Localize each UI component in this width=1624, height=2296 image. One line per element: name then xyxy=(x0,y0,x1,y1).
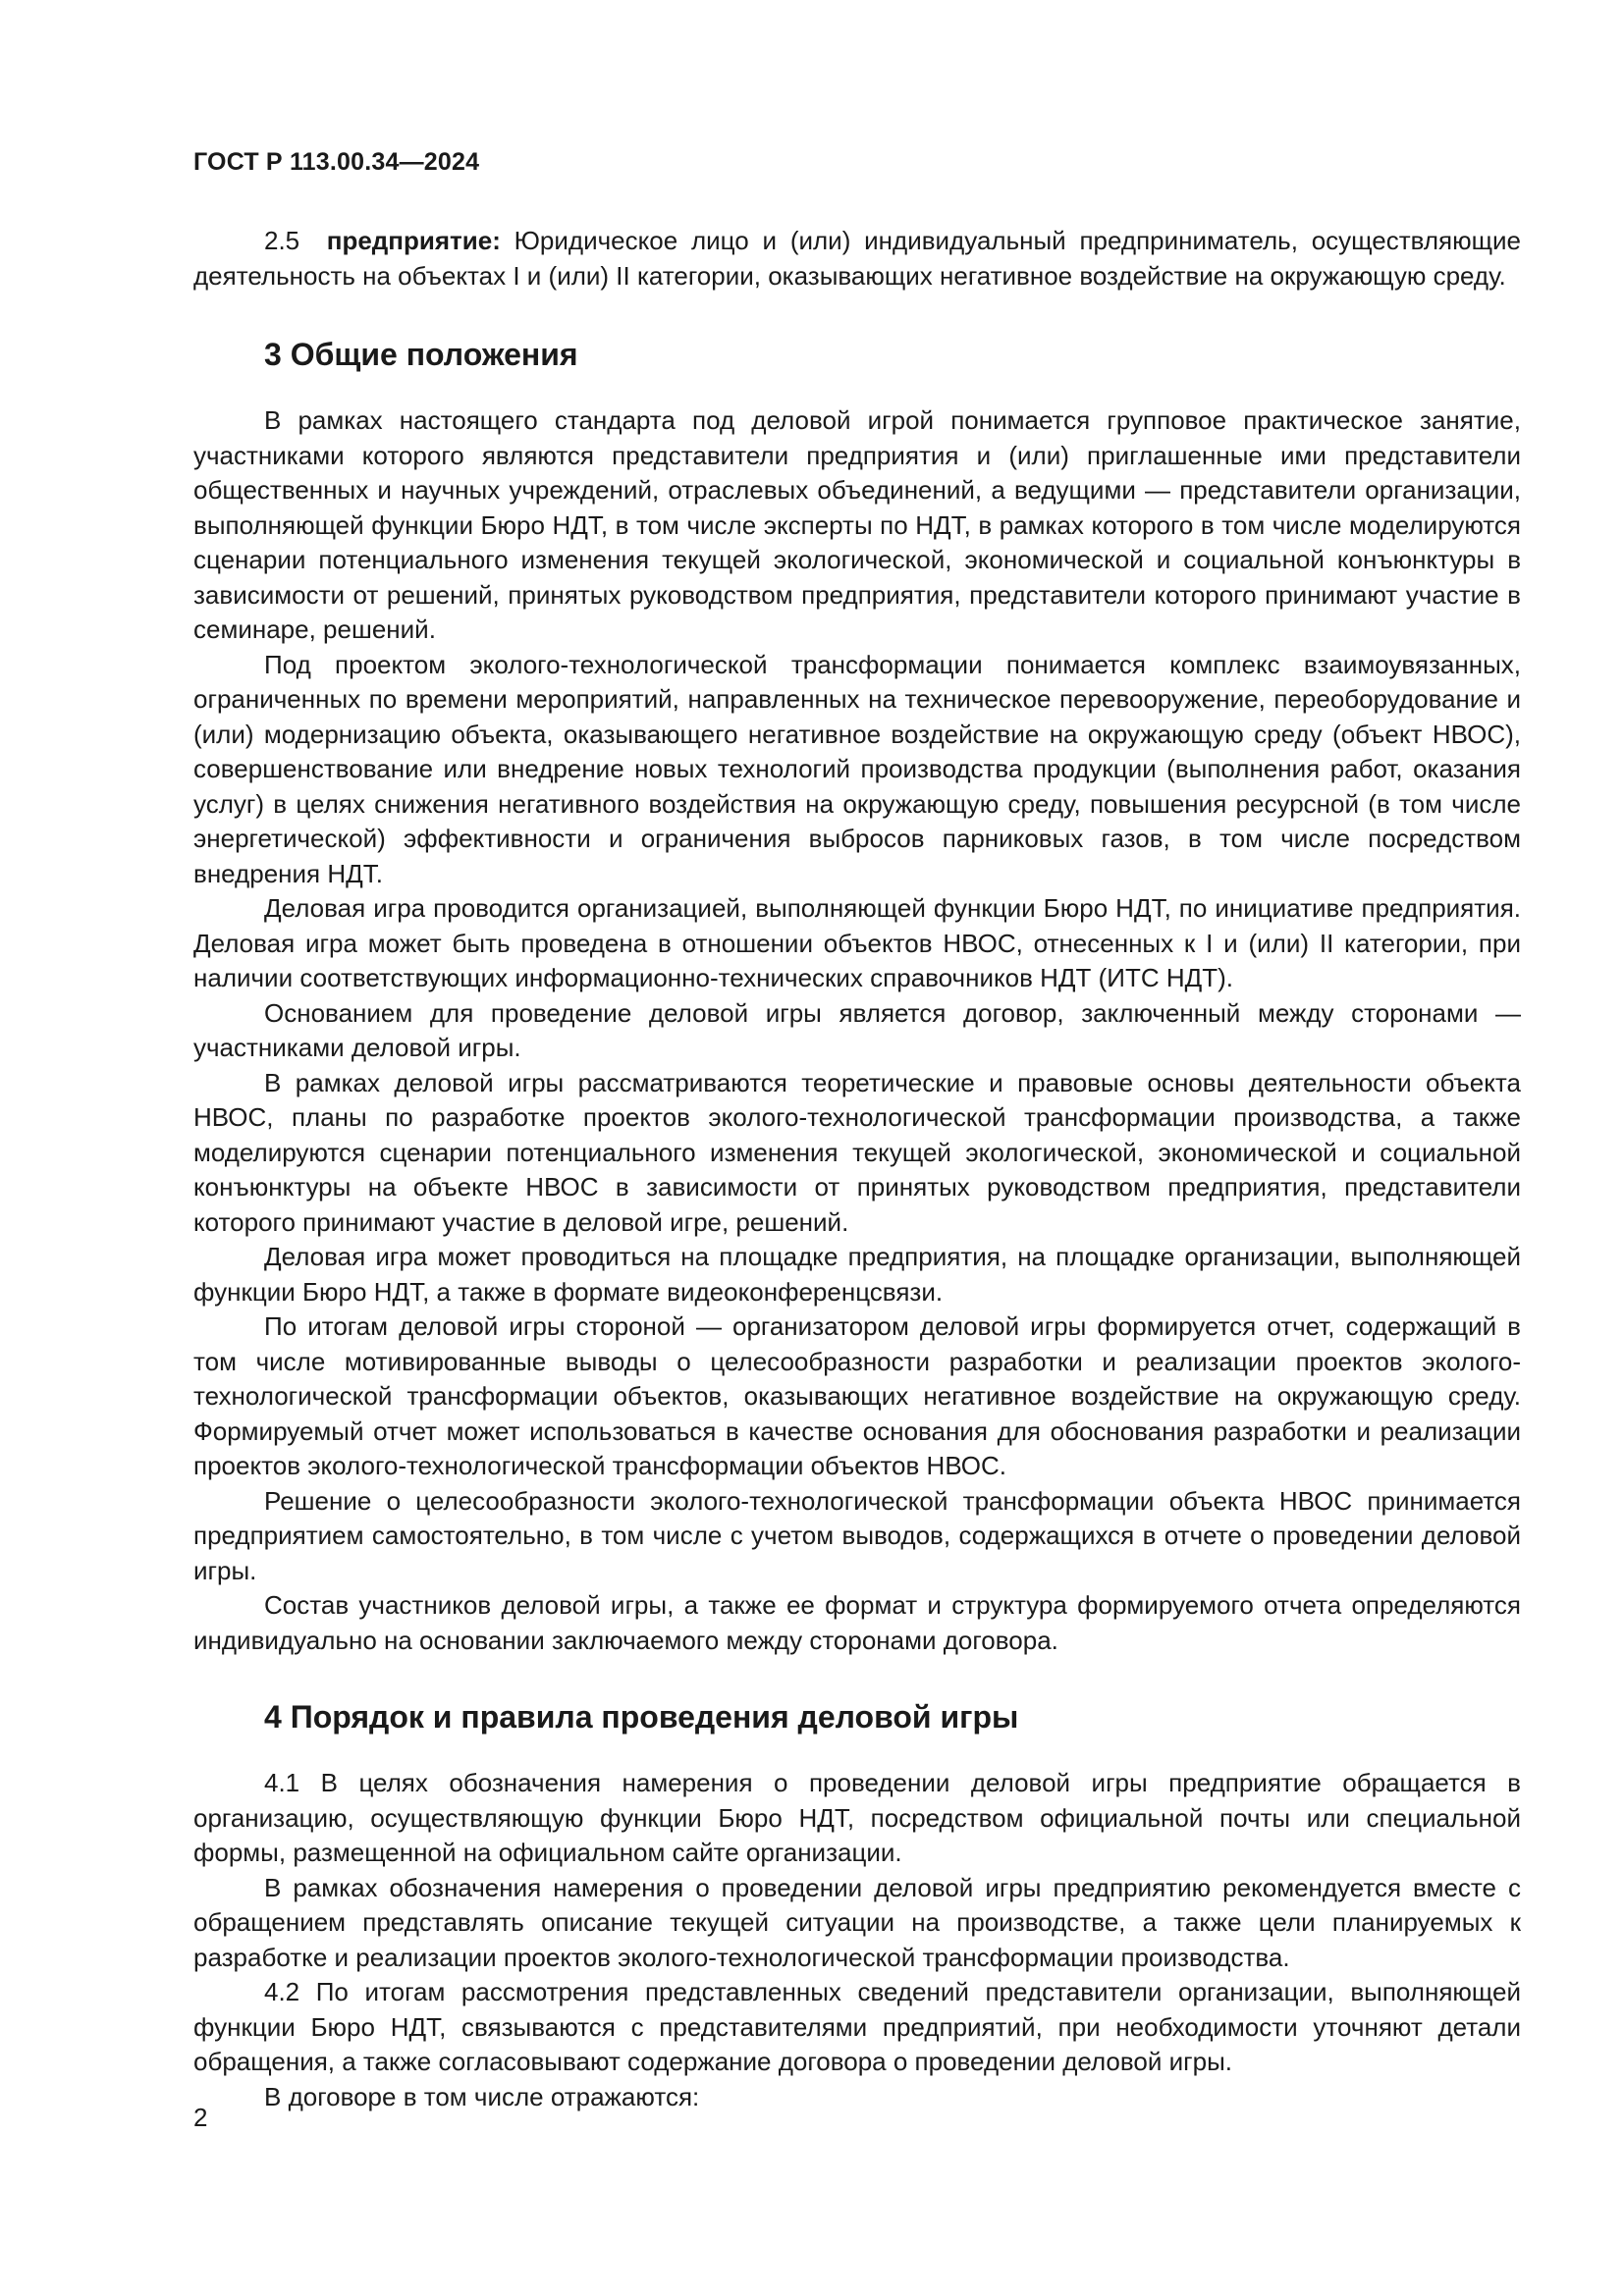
defined-term: предприятие: xyxy=(326,226,501,255)
paragraph: По итогам деловой игры стороной — организатором деловой игры формируется отчет, содержащий в том числе мотивированные выводы о целесообразности разработки и реализации проектов эколого-технологической трансформации объектов, оказывающих негативное воздействие на окружающую среду. Формируемый отчет может использоваться в качестве основания для обоснования разработки и реализации проектов эколого-технологической трансформации объектов НВОС. xyxy=(193,1311,1521,1480)
paragraph: В рамках деловой игры рассматриваются теоретические и правовые основы деятельности объекта НВОС, планы по разработке проектов эколого-технологической трансформации производства, а также моделируются сценарии потенциального изменения текущей экологической, экономической и социальной конъюнктуры на объекте НВОС в зависимости от принятых руководством предприятия, представители которого принимают участие в деловой игре, решений. xyxy=(193,1067,1521,1237)
section-4-title: 4 Порядок и правила проведения деловой игры xyxy=(264,1699,1019,1735)
paragraph: Состав участников деловой игры, а также ее формат и структура формируемого отчета определяются индивидуально на основании заключаемого между сторонами договора. xyxy=(193,1590,1521,1655)
paragraph: Деловая игра может проводиться на площадке предприятия, на площадке организации, выполняющей функции Бюро НДТ, а также в формате видеоконференцсвязи. xyxy=(193,1242,1521,1307)
term-definition: Юридическое лицо и (или) индивидуальный предприниматель, осуществляющие деятельность на объектах I и (или) II категории, оказывающих негативное воздействие на окружающую среду. xyxy=(193,226,1521,291)
paragraph: 4.1 В целях обозначения намерения о проведении деловой игры предприятие обращается в организацию, осуществляющую функции Бюро НДТ, посредством официальной почты или специальной формы, размещенной на официальном сайте организации. xyxy=(193,1768,1521,1867)
paragraph: В договоре в том числе отражаются: xyxy=(264,2081,700,2111)
paragraph: В рамках обозначения намерения о проведении деловой игры предприятию рекомендуется вместе с обращением представлять описание текущей ситуации на производстве, а также цели планируемых к разработке и реализации проектов эколого-технологической трансформации производства. xyxy=(193,1872,1521,1972)
page-content xyxy=(193,224,1521,2114)
paragraph: Деловая игра проводится организацией, выполняющей функции Бюро НДТ, по инициативе предприятия. Деловая игра может быть проведена в отношении объектов НВОС, отнесенных к I и (или) II категории, при наличии соответствующих информационно-технических справочников НДТ (ИТС НДТ). xyxy=(193,893,1521,992)
paragraph: Решение о целесообразности эколого-технологической трансформации объекта НВОС принимается предприятием самостоятельно, в том числе с учетом выводов, содержащихся в отчете о проведении деловой игры. xyxy=(193,1485,1521,1585)
paragraph: Основанием для проведение деловой игры является договор, заключенный между сторонами — участниками деловой игры. xyxy=(193,997,1521,1062)
paragraph: 4.2 По итогам рассмотрения представленных сведений представители организации, выполняющей функции Бюро НДТ, связываются с представителями предприятий, при необходимости уточняют детали обращения, а также согласовывают содержание договора о проведении деловой игры. xyxy=(193,1977,1521,2076)
standard-code-header: ГОСТ Р 113.00.34—2024 xyxy=(193,148,480,176)
clause-number: 2.5 xyxy=(264,226,300,255)
paragraph: В рамках настоящего стандарта под деловой игрой понимается групповое практическое занятие, участниками которого являются представители предприятия и (или) приглашенные ими представители общественных и научных учреждений, отраслевых объединений, а ведущими — представители организации, выполняющей функции Бюро НДТ, в том числе эксперты по НДТ, в рамках которого в том числе моделируются сценарии потенциального изменения текущей экологической, экономической и социальной конъюнктуры в зависимости от решений, принятых руководством предприятия, представители которого принимают участие в семинаре, решений. xyxy=(193,405,1521,644)
page-number: 2 xyxy=(193,2103,208,2132)
paragraph: Под проектом эколого-технологической трансформации понимается комплекс взаимоувязанных, ограниченных по времени мероприятий, направленных на техническое перевооружение, переоборудование и (или) модернизацию объекта, оказывающего негативное воздействие на окружающую среду (объект НВОС), совершенствование или внедрение новых технологий производства продукции (выполнения работ, оказания услуг) в целях снижения негативного воздействия на окружающую среду, повышения ресурсной (в том числе энергетической) эффективности и ограничения выбросов парниковых газов, в том числе посредством внедрения НДТ. xyxy=(193,649,1521,888)
section-3-title: 3 Общие положения xyxy=(264,337,578,372)
definition-2-5 xyxy=(193,224,1521,294)
